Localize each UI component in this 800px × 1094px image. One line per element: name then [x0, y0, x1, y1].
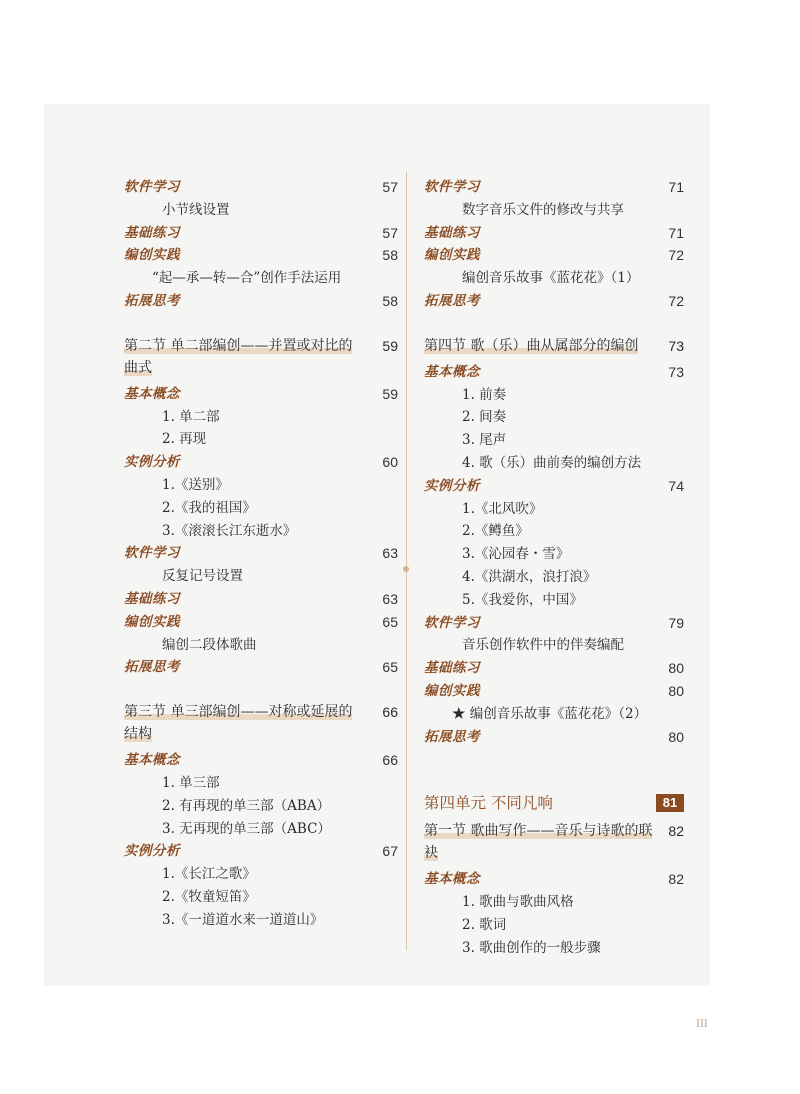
toc-category[interactable]: 基本概念 59	[124, 385, 398, 402]
toc-section-heading[interactable]: 第三节 单三部编创——对称或延展的 结构 66	[124, 704, 398, 743]
toc-subitem[interactable]: 4. 歌（乐）曲前奏的编创方法	[462, 454, 642, 471]
toc-category[interactable]: 基本概念 73	[424, 363, 684, 380]
toc-category[interactable]: 拓展思考 58	[124, 292, 398, 309]
toc-category[interactable]: 实例分析 74	[424, 477, 684, 494]
toc-subitem[interactable]: 1. 单三部	[162, 774, 220, 791]
toc-section-heading[interactable]: 第一节 歌曲写作——音乐与诗歌的联袂 82	[424, 823, 684, 862]
toc-category[interactable]: 基础练习 71	[424, 224, 684, 241]
toc-category[interactable]: 基础练习 57	[124, 224, 398, 241]
page-number: III	[696, 1019, 708, 1030]
toc-subitem[interactable]: 2. 有再现的单三部（ABA）	[162, 797, 331, 814]
toc-subitem[interactable]: 4.《洪湖水，浪打浪》	[462, 568, 597, 585]
toc-subitem[interactable]: “起—承—转—合”创作手法运用	[152, 270, 342, 287]
toc-subitem[interactable]: 3. 歌曲创作的一般步骤	[462, 939, 601, 956]
toc-subitem[interactable]: 2. 再现	[162, 431, 207, 448]
toc-category[interactable]: 实例分析 60	[124, 454, 398, 471]
toc-subitem[interactable]: ★ 编创音乐故事《蓝花花》（2）	[452, 705, 648, 722]
toc-category[interactable]: 基本概念 82	[424, 871, 684, 888]
toc-category[interactable]: 软件学习 71	[424, 179, 684, 195]
toc-subitem[interactable]: 3. 尾声	[462, 432, 507, 449]
toc-category[interactable]: 软件学习 63	[124, 545, 398, 562]
divider-dot	[403, 566, 409, 572]
toc-subitem[interactable]: 1.《送别》	[162, 476, 229, 493]
toc-subitem[interactable]: 3.《一道道水来一道道山》	[162, 911, 324, 928]
toc-subitem[interactable]: 音乐创作软件中的伴奏编配	[462, 637, 624, 654]
toc-category[interactable]: 拓展思考 80	[424, 728, 684, 745]
toc-category[interactable]: 拓展思考 72	[424, 292, 684, 309]
toc-category[interactable]: 基础练习 80	[424, 660, 684, 677]
toc-category[interactable]: 软件学习 57	[124, 179, 398, 195]
unit-page-badge: 81	[656, 794, 684, 812]
toc-subitem[interactable]: 1. 单二部	[162, 408, 220, 425]
unit-heading[interactable]: 第四单元 不同凡响 81	[424, 790, 684, 816]
toc-section-heading[interactable]: 第二节 单二部编创——并置或对比的 曲式 59	[124, 337, 398, 376]
toc-subitem[interactable]: 2. 歌词	[462, 916, 507, 933]
toc-category[interactable]: 编创实践 65	[124, 613, 398, 630]
toc-subitem[interactable]: 编创音乐故事《蓝花花》（1）	[462, 270, 640, 287]
toc-subitem[interactable]: 5.《我爱你，中国》	[462, 591, 583, 608]
toc-category[interactable]: 基本概念 66	[124, 752, 398, 769]
toc-subitem[interactable]: 2.《牧童短笛》	[162, 888, 256, 905]
toc-subitem[interactable]: 3.《滚滚长江东逝水》	[162, 522, 297, 539]
toc-section-heading[interactable]: 第四节 歌（乐）曲从属部分的编创 73	[424, 337, 684, 354]
toc-category[interactable]: 编创实践 72	[424, 247, 684, 264]
toc-category[interactable]: 编创实践 58	[124, 247, 398, 264]
toc-subitem[interactable]: 小节线设置	[162, 201, 230, 218]
toc-subitem[interactable]: 3.《沁园春・雪》	[462, 546, 570, 563]
toc-category[interactable]: 软件学习 79	[424, 614, 684, 631]
toc-subitem[interactable]: 2.《我的祖国》	[162, 499, 256, 516]
toc-category[interactable]: 编创实践 80	[424, 682, 684, 699]
toc-category[interactable]: 拓展思考 65	[124, 659, 398, 676]
toc-subitem[interactable]: 2. 间奏	[462, 409, 507, 426]
toc-subitem[interactable]: 数字音乐文件的修改与共享	[462, 201, 624, 218]
toc-category[interactable]: 基础练习 63	[124, 590, 398, 607]
toc-subitem[interactable]: 2.《鳟鱼》	[462, 523, 529, 540]
toc-subitem[interactable]: 编创二段体歌曲	[162, 636, 257, 653]
toc-subitem[interactable]: 1.《北风吹》	[462, 500, 543, 517]
toc-subitem[interactable]: 1. 歌曲与歌曲风格	[462, 894, 574, 911]
toc-subitem[interactable]: 3. 无再现的单三部（ABC）	[162, 820, 331, 837]
column-divider	[406, 172, 407, 950]
toc-subitem[interactable]: 反复记号设置	[162, 568, 243, 585]
toc-left-column	[124, 176, 398, 932]
toc-right-column	[424, 176, 684, 960]
toc-subitem[interactable]: 1. 前奏	[462, 386, 507, 403]
toc-subitem[interactable]: 1.《长江之歌》	[162, 866, 256, 883]
toc-category[interactable]: 实例分析 67	[124, 843, 398, 860]
